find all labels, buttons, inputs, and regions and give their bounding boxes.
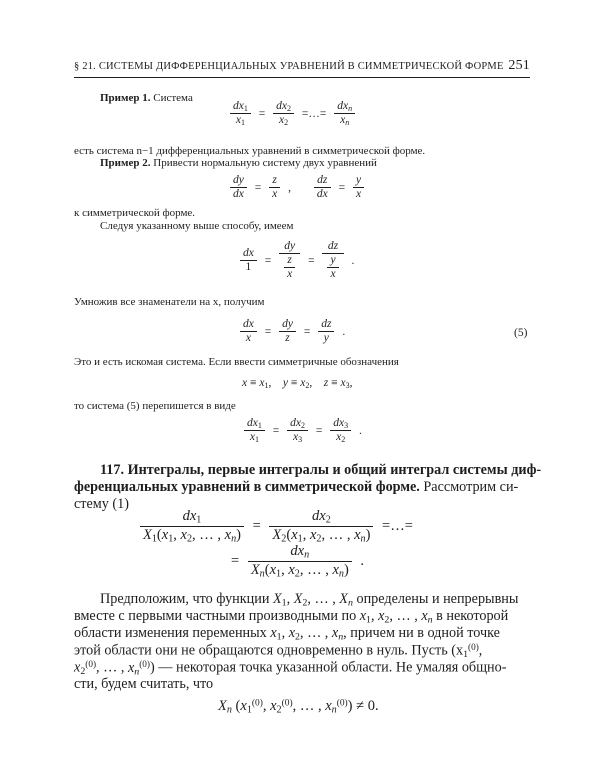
section-heading-text1: 117. Интегралы, первые интегралы и общий интеграл системы диф- — [100, 462, 542, 478]
equation-system-2: = $\frac{dx_n}{X_n(x_1, x_2, \dots , x_n)}$ . — [231, 543, 365, 580]
para-text2b: в некоторой — [432, 608, 509, 624]
equation-nonzero: $X_n$ ($x_1^{(0)}$, $x_2^{(0)}$, … , $x_n^{(0)}) \ne 0$. — [218, 698, 379, 716]
equation-compound: $\frac{dx}{1}$ = $\frac{dy}{\frac{z}{x}}$ = $\frac{dz}{\frac{y}{x}}$ . — [238, 240, 357, 282]
equation-example2: $\frac{dy}{dx}$ = $\frac{z}{x}$ , $\frac{dz}{dx}$ = $\frac{y}{x}$ — [228, 174, 366, 201]
example1-label: Пример 1. — [100, 92, 151, 104]
example1-line — [100, 92, 193, 104]
line-symmetric: Это и есть искомая система. Если ввести симметричные обозначения — [74, 356, 399, 368]
section-heading-line1 — [100, 462, 541, 479]
example1-after: есть система n−1 дифференциальных уравнений в симметрической форме. — [74, 145, 426, 157]
header-rule — [74, 77, 530, 78]
equation-notation: $x \equiv x_1$, $y \equiv x_2$, $z \equiv x_3$, — [242, 377, 353, 390]
para-line6: сти, будем считать, что — [74, 676, 214, 692]
para-text3a: области изменения переменных — [74, 625, 271, 641]
para-text3b: , причем ни в одной точке — [343, 625, 500, 641]
equation-system-1: $\frac{dx_1}{X_1(x_1, x_2, \dots , x_n)}$ = $\frac{dx_2}{X_2(x_1, x_2, \dots , x_n)}$ =…= — [138, 508, 416, 545]
example2-text: Привести нормальную систему двух уравнений — [150, 157, 377, 169]
para-line4: этой области они не обращаются одновременно в нуль. Пусть ($x_1^{(0)}$, — [74, 642, 483, 661]
line-multiply: Умножив все знаменатели на x, получим — [74, 296, 265, 308]
equation-example1: $\frac{dx_1}{x_1}$ = $\frac{dx_2}{x_2}$ =…= $\frac{dx_n}{x_n}$ — [228, 100, 357, 128]
equation-rewritten: $\frac{dx_1}{x_1}$ = $\frac{dx_2}{x_3}$ = $\frac{dx_3}{x_2}$ . — [242, 417, 365, 445]
para-line2: вместе с первыми частными производными по $x_1$, $x_2$, … , $x_n$ в некоторой — [74, 608, 509, 626]
example2-after: к симметрической форме. — [74, 207, 196, 219]
line-rewrite: то система (5) перепишется в виде — [74, 400, 236, 412]
running-header — [74, 58, 530, 76]
para-text1b: определены и непрерывны — [352, 591, 519, 607]
para-text5: — некоторая точка указанной области. Не умаляя общно- — [154, 659, 507, 676]
equation-number-5: (5) — [514, 327, 528, 339]
example1-text: Система — [150, 92, 193, 104]
para-line3: области изменения переменных $x_1$, $x_2$, … , $x_n$, причем ни в одной точке — [74, 625, 500, 643]
para-line1: Предположим, что функции $X_1$, $X_2$, … , $X_n$ определены и непрерывны — [100, 591, 519, 609]
line-follow: Следуя указанному выше способу, имеем — [100, 220, 294, 232]
section-heading-line3: стему (1) — [74, 496, 129, 512]
page-number: 251 — [508, 58, 530, 73]
section-heading-text2: ференциальных уравнений в симметрической форме. — [74, 479, 420, 495]
para-text4: этой области они не обращаются одновременно в нуль. Пусть (x — [74, 642, 464, 659]
equation-5: $\frac{dx}{x}$ = $\frac{dy}{z}$ = $\frac{dz}{y}$ . — [238, 318, 348, 345]
section-heading-rest: Рассмотрим си- — [419, 479, 519, 495]
example2-line — [100, 157, 377, 169]
section-heading-line2 — [74, 479, 518, 496]
para-line5: $x_2^{(0)}$, … , $x_n^{(0)}$) — некоторая точка указанной области. Не умаляя общно- — [74, 659, 507, 678]
para-text1a: Предположим, что функции — [100, 591, 273, 607]
para-text2a: вместе с первыми частными производными по — [74, 608, 360, 624]
header-title: § 21. СИСТЕМЫ ДИФФЕРЕНЦИАЛЬНЫХ УРАВНЕНИЙ В СИММЕТРИЧЕСКОЙ ФОРМЕ — [74, 61, 504, 72]
example2-label: Пример 2. — [100, 157, 151, 169]
